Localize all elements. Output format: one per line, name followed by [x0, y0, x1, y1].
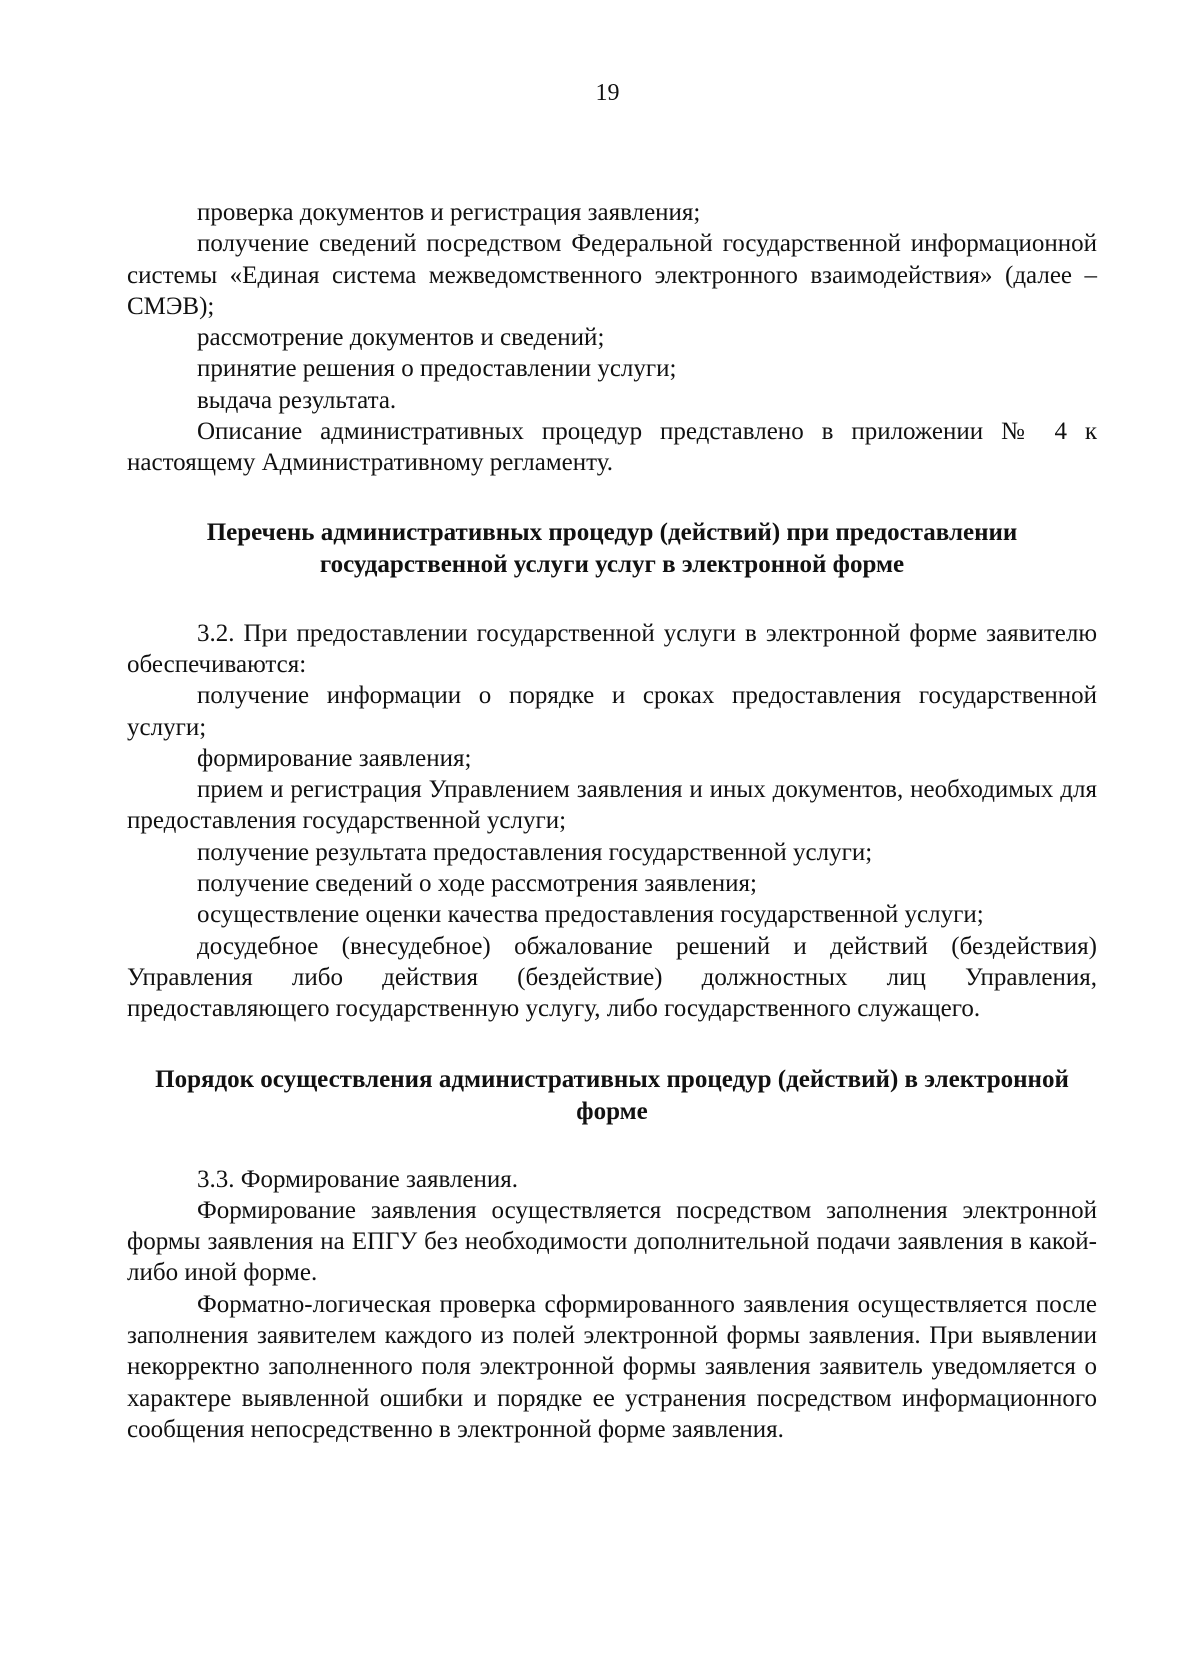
list-item: выдача результата.: [197, 386, 397, 414]
list-item: получение результата предоставления государственной услуги;: [197, 838, 873, 866]
list-item: проверка документов и регистрация заявления;: [197, 199, 701, 226]
list-item: формирование заявления;: [197, 744, 472, 772]
list-item: рассмотрение документов и сведений;: [197, 324, 605, 352]
list-item: принятие решения о предоставлении услуги;: [197, 355, 677, 383]
list-item: досудебное (внесудебное) обжалование решений и действий (бездействия) Управления либо действия (бездействие) должностных лиц Управления, предоставляющего государственную услугу, либо государственного служащего.: [127, 932, 1097, 1023]
paragraph: Форматно-логическая проверка сформированного заявления осуществляется после заполнения заявителем каждого из полей электронной формы заявления. При выявлении некорректно заполненного поля электронной формы заявления заявитель уведомляется о характере выявленной ошибки и порядке ее устранения посредством информационного сообщения непосредственно в электронной форме заявления.: [127, 1290, 1097, 1443]
list-item: получение сведений посредством Федеральной государственной информационной системы «Единая система межведомственного электронного взаимодействия» (далее – СМЭВ);: [127, 230, 1097, 320]
list-item: прием и регистрация Управлением заявления и иных документов, необходимых для предоставления государственной услуги;: [127, 776, 1097, 835]
section-heading: Перечень административных процедур (действий) при предоставлении государственной услуги услуг в электронной форме: [206, 518, 1018, 578]
list-item: получение сведений о ходе рассмотрения заявления;: [197, 870, 757, 898]
list-item: осуществление оценки качества предоставления государственной услуги;: [197, 901, 984, 929]
paragraph: Описание административных процедур представлено в приложении № 4 к настоящему Административному регламенту.: [127, 418, 1097, 477]
paragraph: Формирование заявления осуществляется посредством заполнения электронной формы заявления на ЕПГУ без необходимости дополнительной подачи заявления в какой-либо иной форме.: [127, 1196, 1097, 1287]
section-heading: Порядок осуществления административных процедур (действий) в электронной форме: [155, 1065, 1069, 1125]
page-number: 19: [595, 80, 620, 106]
paragraph: 3.2. При предоставлении государственной услуги в электронной форме заявителю обеспечиваются:: [127, 619, 1097, 678]
section-title: 3.3. Формирование заявления.: [197, 1165, 519, 1193]
document-body: [127, 197, 1097, 1445]
list-item: получение информации о порядке и сроках предоставления государственной услуги;: [127, 682, 1097, 741]
